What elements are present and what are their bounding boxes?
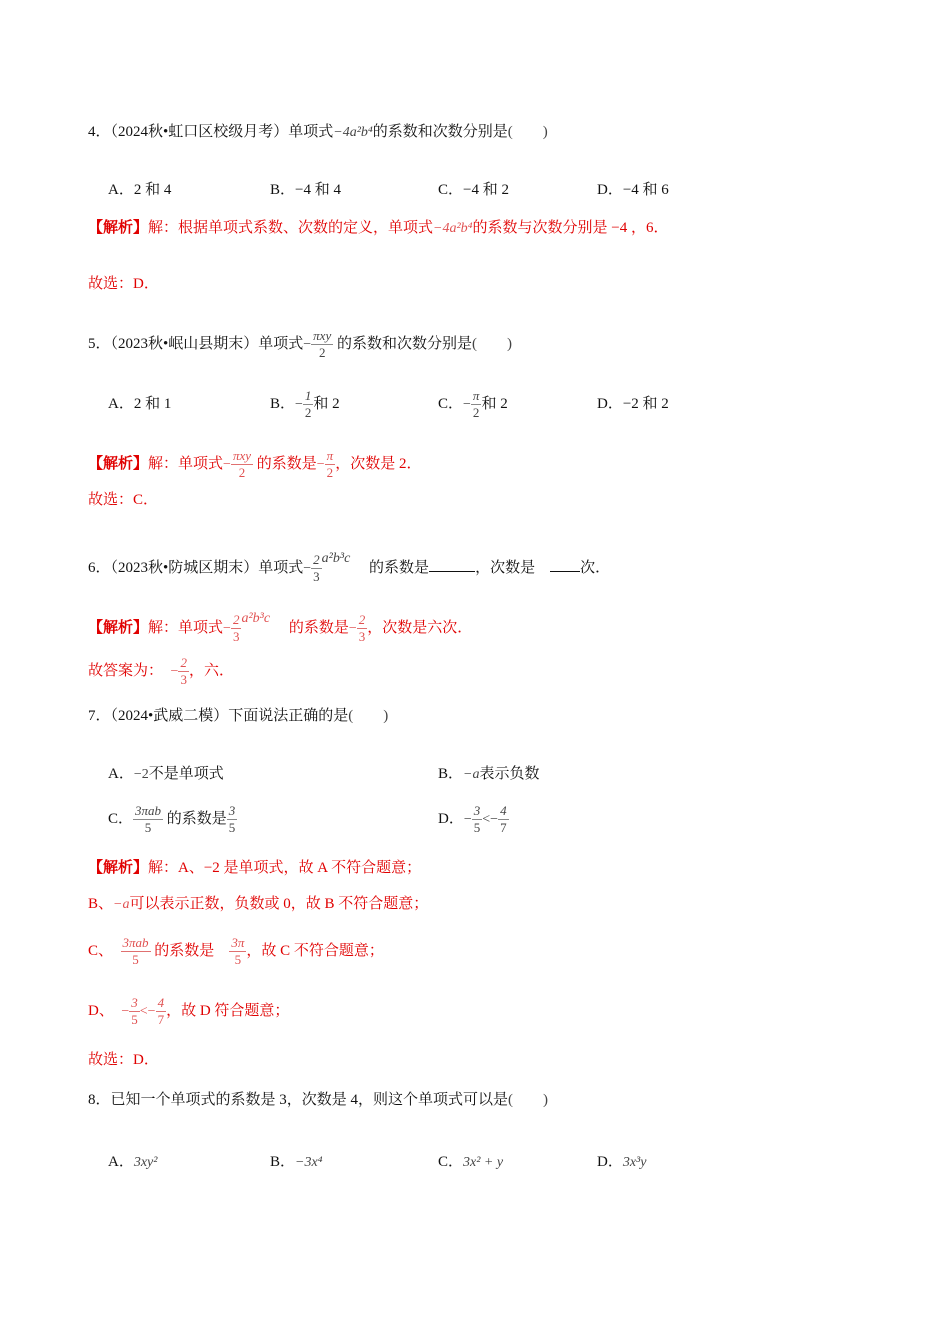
q4-analysis-text: 解：根据单项式系数、次数的定义，单项式 xyxy=(148,220,434,236)
q8-stem: 8．已知一个单项式的系数是 3，次数是 4，则这个单项式可以是( ) xyxy=(88,1092,549,1108)
q5-stem: 5．（2023秋•岷山县期末）单项式− $\frac{\text{πxy}}{2}$ 的系数和次数分别是( ) xyxy=(88,328,512,361)
q5-stem-text: 5．（2023秋•岷山县期末）单项式 xyxy=(88,336,304,352)
q5-answer-paren: ( ) xyxy=(472,336,512,352)
q8-answer-paren: ( ) xyxy=(508,1092,549,1108)
q8-option-c: C．3x² + y xyxy=(438,1154,504,1170)
q7-analysis-a: 【解析】解：A、−2 是单项式，故 A 不符合题意； xyxy=(88,860,422,876)
q7-option-b: B．−a表示负数 xyxy=(438,766,540,782)
q5-option-c: C．− $\frac{\pi}{2}$ 和 2 xyxy=(438,388,508,421)
q5-fraction: $\frac{\text{πxy}}{2}$ xyxy=(313,328,332,361)
q6-analysis: 【解析】解：单项式− $\frac{2}{3}$ a²b³c 的系数是− $\frac{2}{3}$ ，次数是六次． xyxy=(88,611,473,645)
q5-option-b: B．− $\frac{1}{2}$ 和 2 xyxy=(270,388,340,421)
q4-option-b: B．−4 和 4 xyxy=(270,182,341,198)
q4-stem xyxy=(88,122,548,143)
q8-option-b: B．−3x⁴ xyxy=(270,1154,323,1170)
q4-option-c: C．−4 和 2 xyxy=(438,182,509,198)
q6-coefficient-blank[interactable] xyxy=(429,557,475,572)
q4-analysis-expression: −4a²b⁴ xyxy=(433,221,473,236)
q7-option-d: D．− $\frac{3}{5}$ <− $\frac{4}{7}$ xyxy=(438,803,507,836)
q4-stem-text: 4．（2024秋•虹口区校级月考）单项式 xyxy=(88,124,334,140)
q5-option-d: D．−2 和 2 xyxy=(597,396,669,412)
q5-answer: 故选：C． xyxy=(88,492,159,508)
q7-analysis-b: B、−a可以表示正数，负数或 0，故 B 不符合题意； xyxy=(88,896,429,912)
q4-answer: 故选：D． xyxy=(88,276,159,292)
q8-option-d: D．3x³y xyxy=(597,1154,647,1170)
q7-option-a: A．−2不是单项式 xyxy=(108,766,224,782)
q6-answer: 故答案为： − $\frac{2}{3}$ ，六． xyxy=(88,655,234,688)
q7-answer-paren: ( ) xyxy=(348,708,389,724)
q5-option-a: A．2 和 1 xyxy=(108,396,172,412)
q6-degree-blank[interactable] xyxy=(550,557,580,572)
q7-option-c: C． $\frac{\text{3πab}}{5}$ 的系数是 $\frac{3}{5}$ xyxy=(108,803,236,836)
q7-analysis-c: C、 $\frac{\text{3πab}}{5}$ 的系数是 $\frac{3\pi}{5}$ ，故 C 不符合题意； xyxy=(88,935,384,968)
q4-answer-paren: ( ) xyxy=(507,124,548,140)
q4-analysis-text-2: 的系数与次数分别是 −4 ，6． xyxy=(472,220,669,236)
q5-stem-text-2: 的系数和次数分别是 xyxy=(336,336,472,352)
q4-analysis xyxy=(88,218,669,239)
q4-stem-text-2: 的系数和次数分别是 xyxy=(372,124,508,140)
q8-option-a: A．3xy² xyxy=(108,1154,158,1170)
q4-analysis-tag: 【解析】 xyxy=(88,220,149,236)
q6-stem: 6．（2023秋•防城区期末）单项式− $\frac{2}{3}$ a²b³c 的系数是 ，次数是 次． xyxy=(88,551,611,585)
q7-analysis-d: D、 − $\frac{3}{5}$ <− $\frac{4}{7}$ ，故 D 符合题意； xyxy=(88,995,290,1028)
q7-stem: 7．（2024•武威二模）下面说法正确的是( ) xyxy=(88,708,389,724)
q4-expression: −4a²b⁴ xyxy=(333,125,373,140)
q7-answer: 故选：D． xyxy=(88,1052,159,1068)
q5-analysis: 【解析】解：单项式− $\frac{\text{πxy}}{2}$ 的系数是− $\frac{\pi}{2}$ ，次数是 2． xyxy=(88,448,422,481)
q4-option-a: A．2 和 4 xyxy=(108,182,172,198)
q4-option-d: D．−4 和 6 xyxy=(597,182,669,198)
